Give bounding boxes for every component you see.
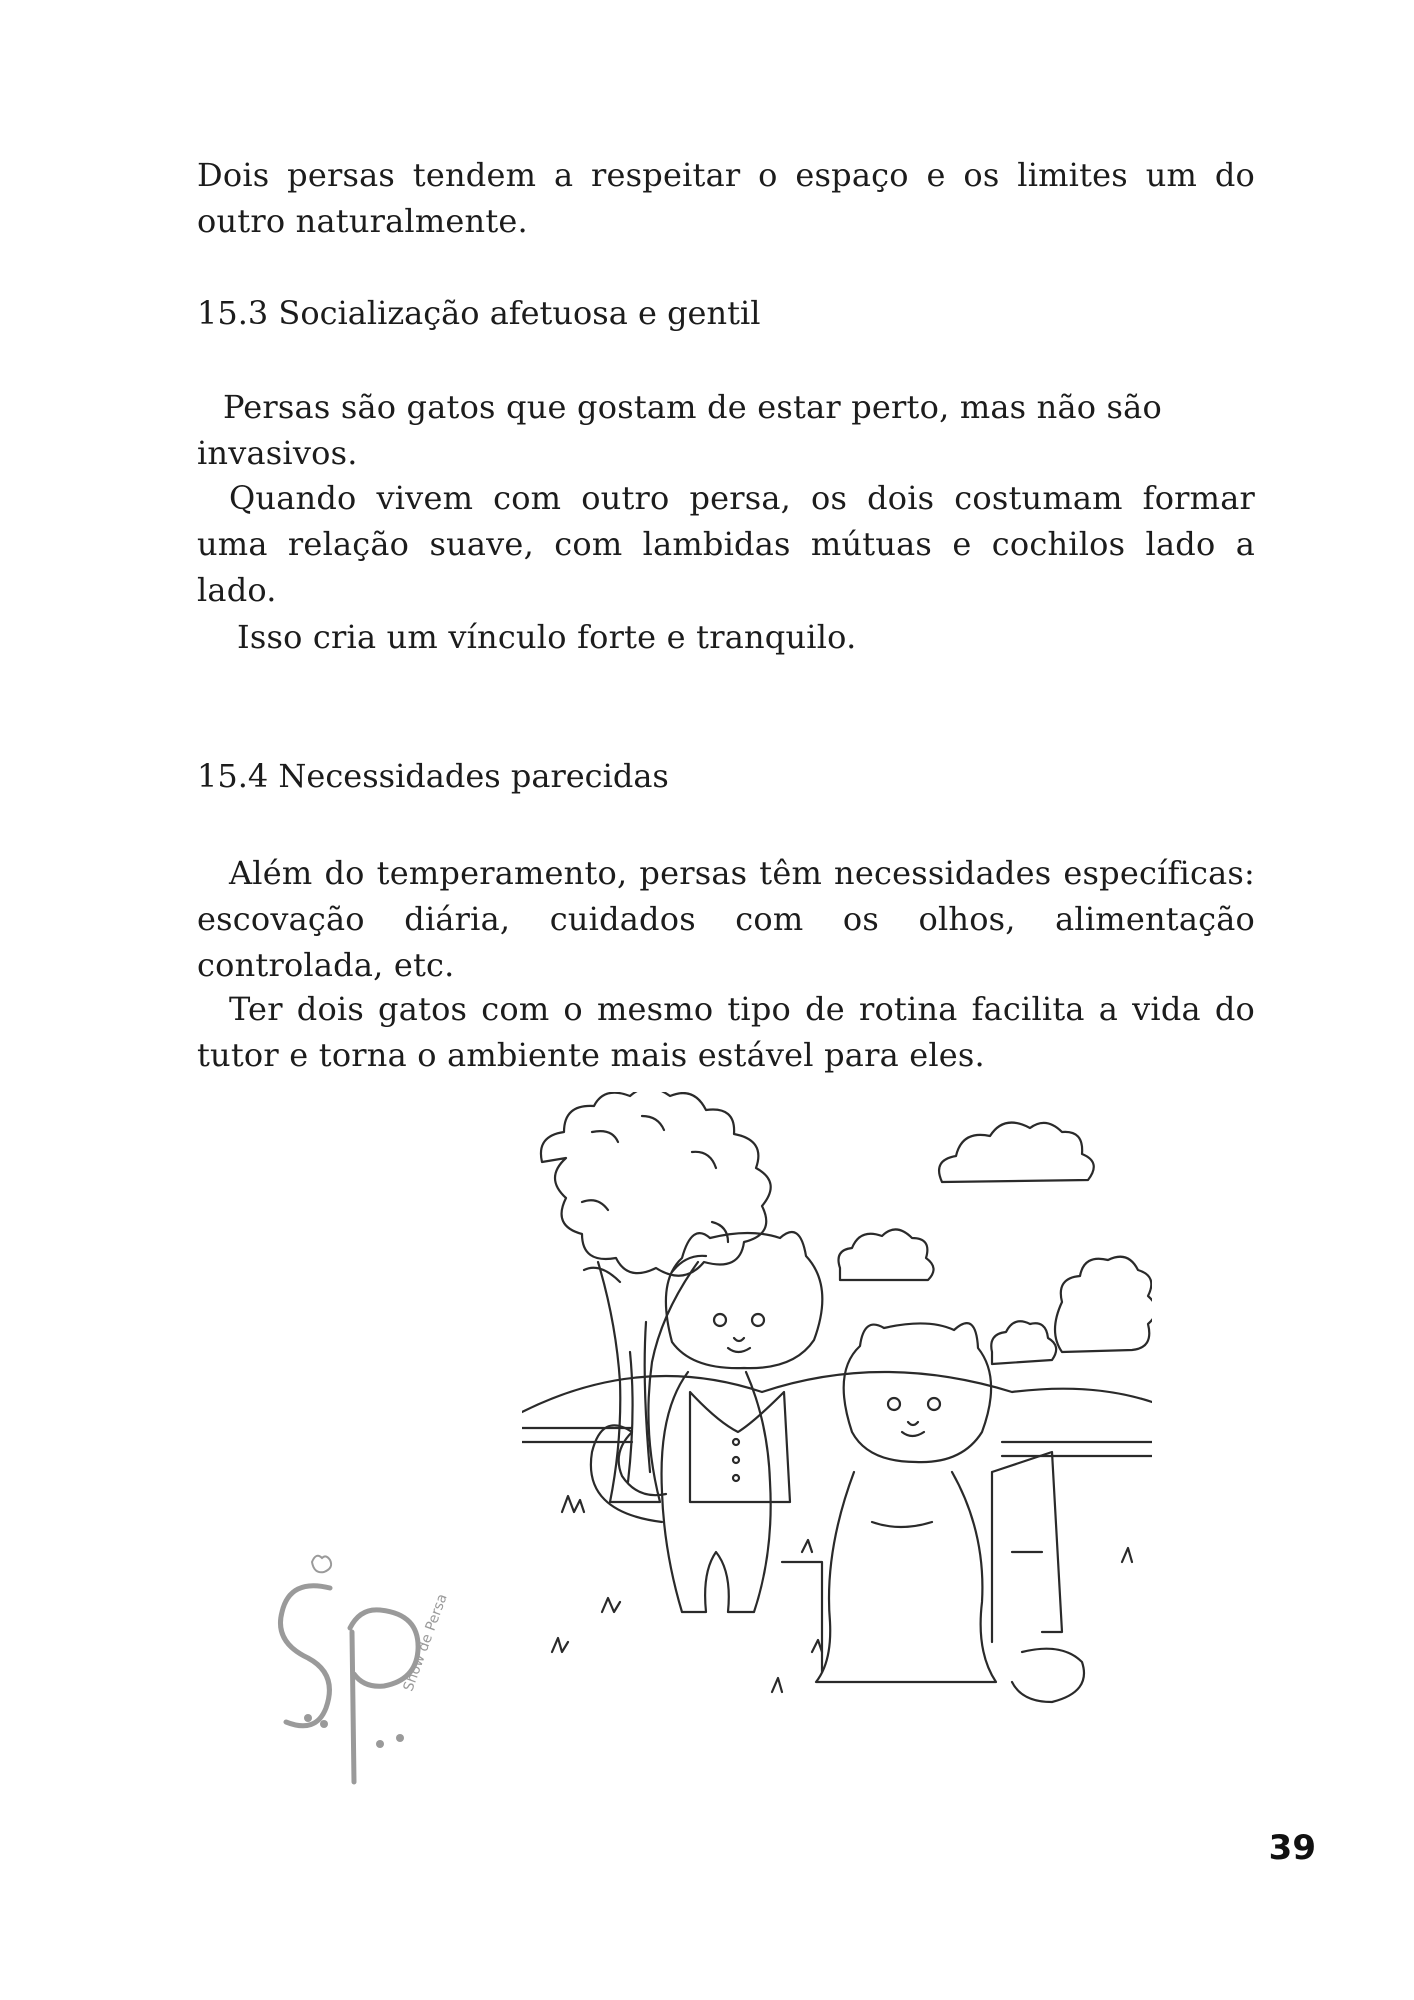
paragraph-persas-perto: Persas são gatos que gostam de estar perto, mas não são invasivos.: [197, 388, 1162, 472]
cat-right-head: [844, 1323, 991, 1462]
show-de-persa-logo: [260, 1548, 470, 1788]
heading-15-4: 15.4 Necessidades parecidas: [197, 757, 669, 795]
logo-s-letter: [280, 1586, 330, 1726]
hills: [522, 1372, 1152, 1412]
logo-p-letter: [350, 1610, 418, 1782]
paragraph-vivem-outro-persa: Quando vivem com outro persa, os dois costumam formar uma relação suave, com lambidas mútuas e cochilos lado a lado.: [197, 479, 1255, 609]
paragraph-rotina: Ter dois gatos com o mesmo tipo de rotina facilita a vida do tutor e torna o ambiente mais estável para eles.: [197, 990, 1255, 1074]
heading-15-3: 15.3 Socialização afetuosa e gentil: [197, 294, 761, 332]
cat-left-head: [666, 1232, 822, 1368]
paragraph-necessidades: Além do temperamento, persas têm necessidades específicas: escovação diária, cuidados com os olhos, alimentação controlada, etc.: [197, 854, 1255, 984]
page-number: 39: [1268, 1828, 1316, 1868]
cat-silhouette-icon: [312, 1556, 331, 1573]
cloud-large: [939, 1123, 1094, 1182]
cat-left-body: [662, 1372, 771, 1612]
logo-text: Show de Persa: [400, 1591, 451, 1694]
cats-park-illustration: [522, 1092, 1152, 1712]
cloud-small: [839, 1229, 934, 1280]
tree-trunk: [598, 1262, 698, 1502]
cat-right-dress: [816, 1472, 996, 1682]
bench: [782, 1452, 1062, 1672]
grass: [552, 1496, 1132, 1692]
cat-left-vest: [690, 1392, 790, 1502]
bushes-right: [1055, 1257, 1152, 1352]
paragraph-vinculo: Isso cria um vínculo forte e tranquilo.: [237, 618, 857, 656]
cat-right-tail: [1012, 1649, 1084, 1702]
paragraph-spaces-limits: Dois persas tendem a respeitar o espaço e os limites um do outro naturalmente.: [197, 156, 1255, 240]
